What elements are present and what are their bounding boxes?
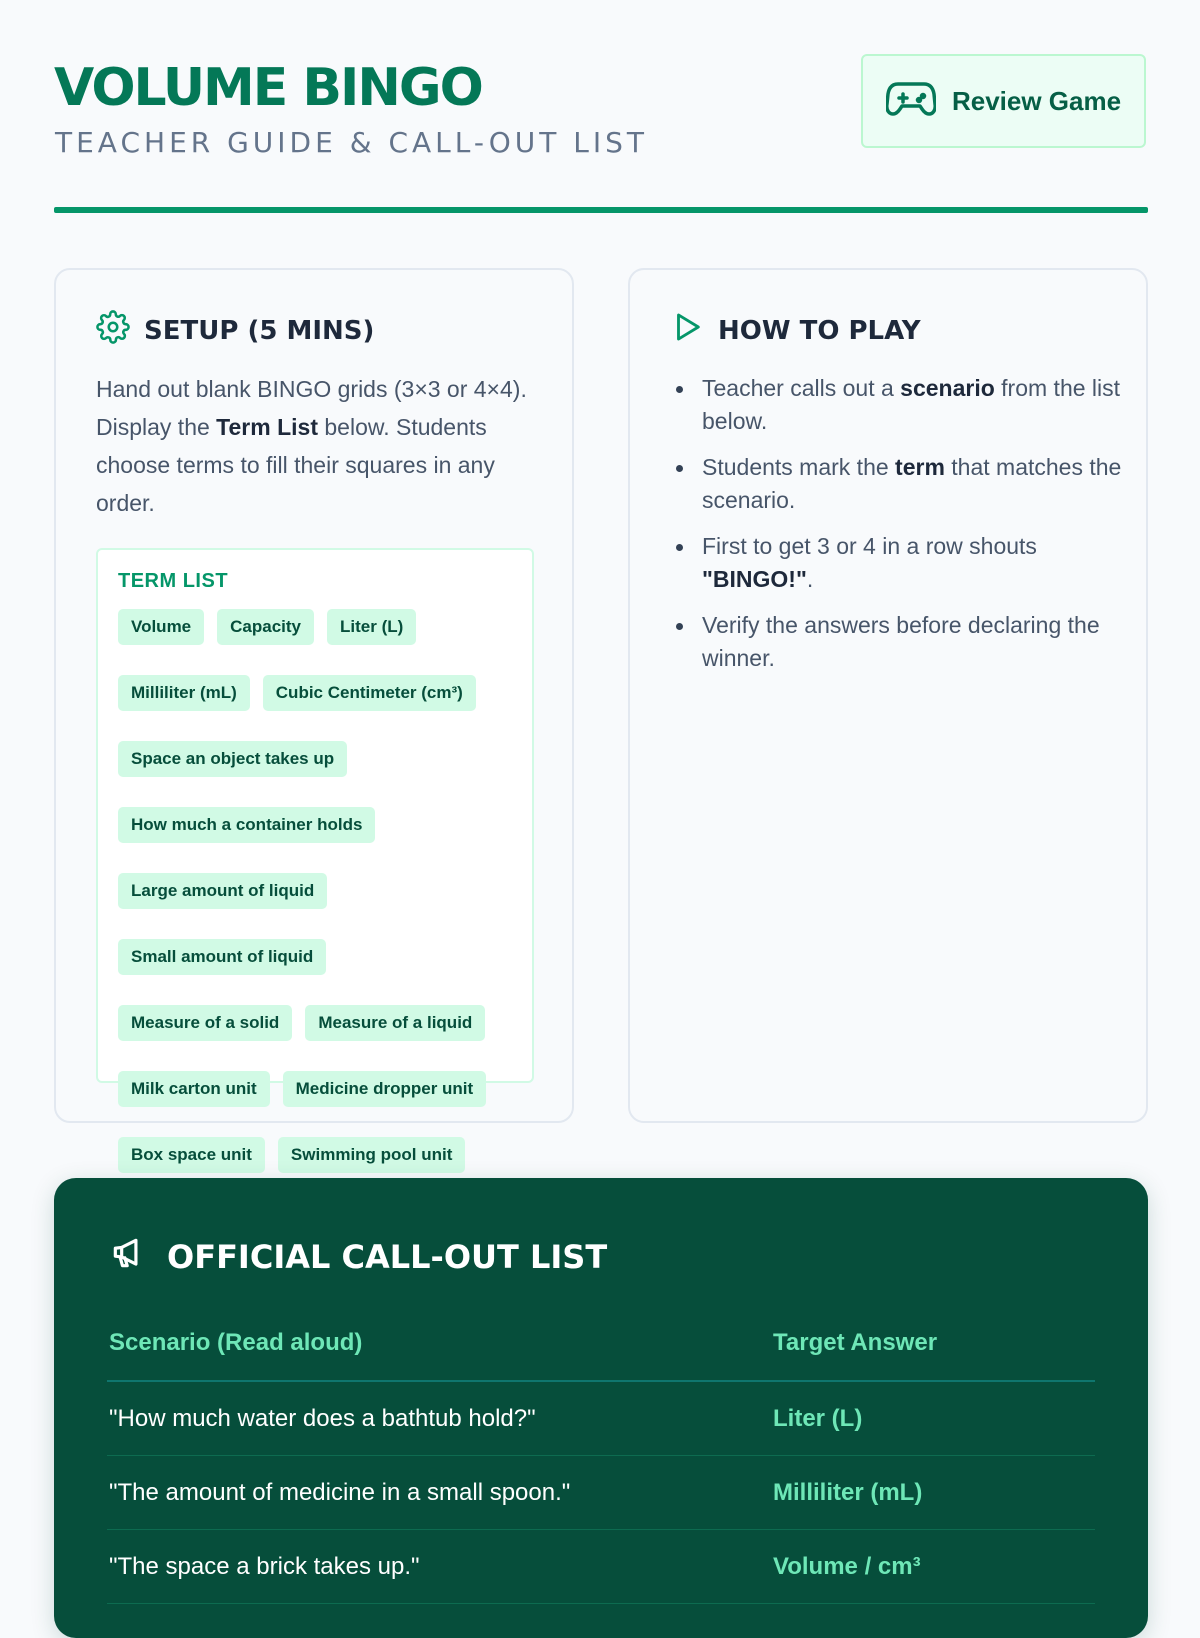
megaphone-icon [109,1234,147,1280]
review-game-label: Review Game [951,85,1122,116]
play-icon [670,310,704,351]
term-chip: Capacity [217,609,314,645]
term-chip: Volume [118,609,204,645]
callout-table [107,1298,1095,1604]
term-list-box [96,548,534,1164]
how-to-play-card [628,268,1148,1123]
answer-cell: Volume / cm³ [771,1530,1095,1604]
rule-item: First to get 3 or 4 in a row shouts "BINGO!". [702,530,1142,596]
term-chip: Large amount of liquid [118,873,327,909]
term-chip: Cubic Centimeter (cm³) [263,675,476,711]
gear-icon [96,310,130,351]
rule-item: Teacher calls out a scenario from the list below. [702,372,1142,438]
term-chip: Swimming pool unit [278,1137,465,1173]
setup-card [54,268,574,1164]
term-chips [118,609,512,1173]
term-chip: Measure of a liquid [305,1005,485,1041]
page-title: VOLUME BINGO [54,58,482,118]
rules-list [670,372,1142,688]
scenario-cell: "How much water does a bathtub hold?" [107,1381,771,1456]
setup-heading-row [96,310,374,351]
column-header-scenario: Scenario (Read aloud) [107,1298,771,1381]
answer-cell: Liter (L) [771,1381,1095,1456]
page-subtitle: TEACHER GUIDE & CALL-OUT LIST [55,126,649,159]
setup-heading: SETUP (5 MINS) [144,315,375,346]
gamepad-icon [886,78,936,125]
term-chip: Measure of a solid [118,1005,292,1041]
header-divider [54,207,1148,213]
scenario-cell: "The space a brick takes up." [107,1530,771,1604]
term-chip: Medicine dropper unit [283,1071,487,1107]
term-chip: How much a container holds [118,807,375,843]
term-chip: Milliliter (mL) [118,675,250,711]
callout-panel [54,1178,1148,1638]
answer-cell: Milliliter (mL) [771,1456,1095,1530]
setup-instructions: Hand out blank BINGO grids (3×3 or 4×4). Display the Term List below. Students choose terms to fill their squares in any order. [96,376,527,516]
column-header-answer: Target Answer [771,1298,1095,1381]
how-to-play-heading-row [670,310,921,351]
term-chip: Small amount of liquid [118,939,326,975]
rule-item: Students mark the term that matches the scenario. [702,451,1142,517]
callout-heading-row [109,1234,607,1280]
rule-item: Verify the answers before declaring the winner. [702,609,1142,675]
term-list-label: TERM LIST [118,570,229,592]
review-game-button[interactable] [861,54,1146,148]
table-row [107,1530,1095,1604]
term-chip: Box space unit [118,1137,265,1173]
term-chip: Liter (L) [327,609,416,645]
table-row [107,1456,1095,1530]
callout-heading: OFFICIAL CALL-OUT LIST [167,1238,608,1276]
scenario-cell: "The amount of medicine in a small spoon." [107,1456,771,1530]
table-row [107,1381,1095,1456]
term-chip: Space an object takes up [118,741,347,777]
term-chip: Milk carton unit [118,1071,270,1107]
how-to-play-heading: HOW TO PLAY [718,315,921,346]
table-header-row [107,1298,1095,1381]
